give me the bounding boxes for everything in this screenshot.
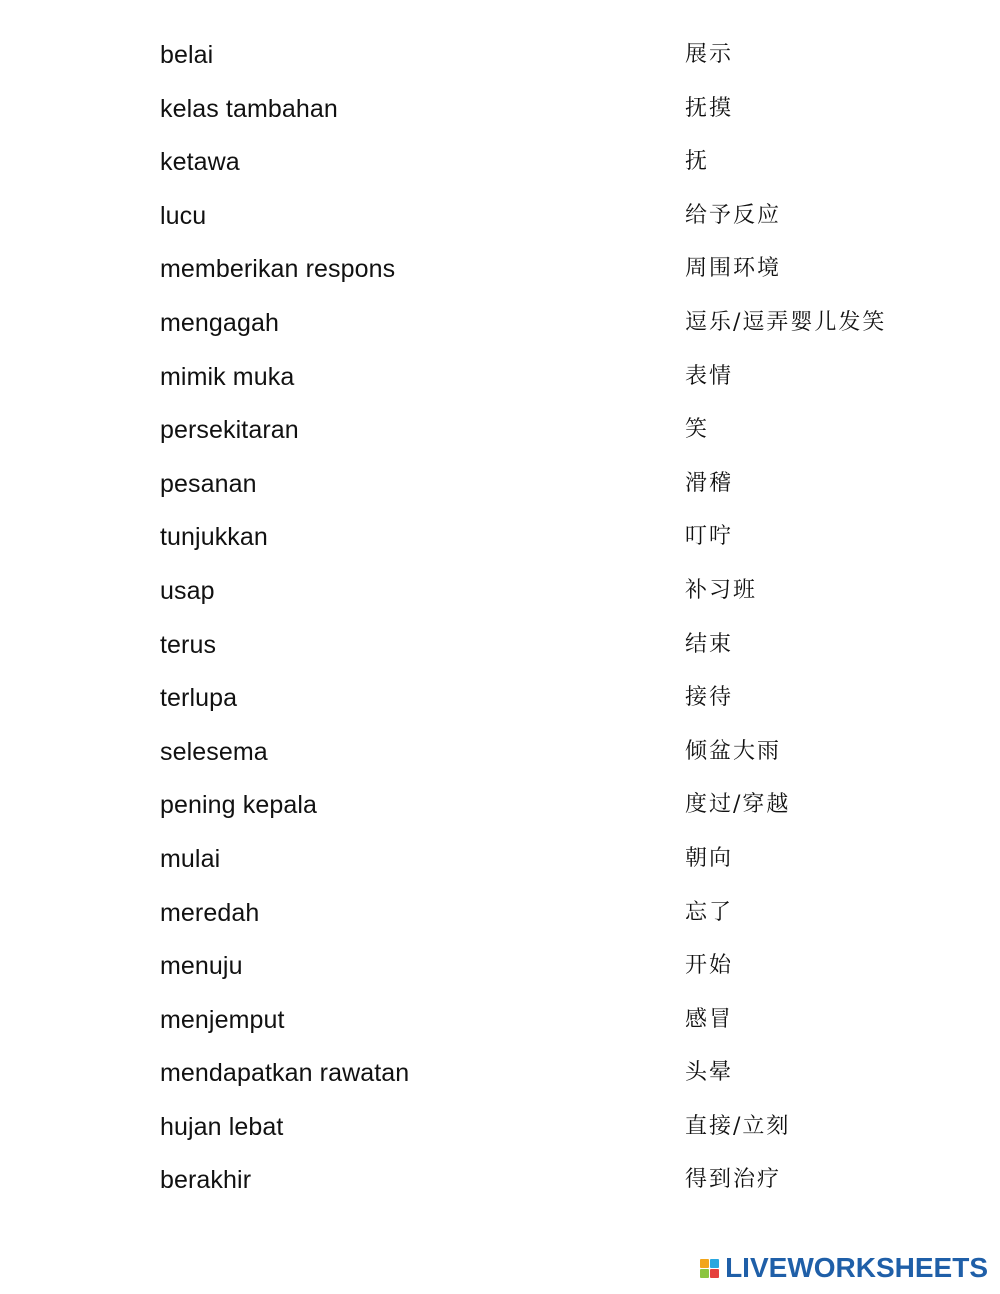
logo-square-icon bbox=[710, 1259, 719, 1268]
vocabulary-row bbox=[0, 243, 1000, 297]
vocabulary-row bbox=[0, 1047, 1000, 1101]
malay-word: tunjukkan bbox=[160, 523, 268, 552]
malay-word: selesema bbox=[160, 737, 268, 766]
chinese-word: 接待 bbox=[685, 685, 734, 711]
malay-word: menjemput bbox=[160, 1005, 285, 1034]
vocabulary-row bbox=[0, 404, 1000, 458]
logo-square-icon bbox=[700, 1259, 709, 1268]
logo-square-icon bbox=[710, 1269, 719, 1278]
vocabulary-row bbox=[0, 779, 1000, 833]
vocabulary-row bbox=[0, 994, 1000, 1048]
chinese-word: 开始 bbox=[685, 953, 734, 979]
vocabulary-row bbox=[0, 190, 1000, 244]
malay-word: mendapatkan rawatan bbox=[160, 1059, 410, 1088]
chinese-word: 朝向 bbox=[685, 845, 734, 871]
vocabulary-row bbox=[0, 1154, 1000, 1208]
malay-word: pesanan bbox=[160, 469, 257, 498]
vocabulary-row bbox=[0, 565, 1000, 619]
malay-word: kelas tambahan bbox=[160, 94, 338, 123]
chinese-word: 度过/穿越 bbox=[685, 792, 791, 818]
vocabulary-row bbox=[0, 136, 1000, 190]
malay-word: berakhir bbox=[160, 1166, 252, 1195]
chinese-word: 周围环境 bbox=[685, 256, 782, 282]
malay-word: usap bbox=[160, 576, 215, 605]
malay-word: lucu bbox=[160, 201, 207, 230]
chinese-word: 逗乐/逗弄婴儿发笑 bbox=[685, 309, 887, 335]
vocabulary-row bbox=[0, 672, 1000, 726]
vocabulary-row bbox=[0, 297, 1000, 351]
chinese-word: 得到治疗 bbox=[685, 1167, 782, 1193]
malay-word: meredah bbox=[160, 898, 260, 927]
chinese-word: 展示 bbox=[685, 42, 734, 67]
chinese-word: 滑稽 bbox=[685, 470, 734, 496]
malay-word: persekitaran bbox=[160, 416, 299, 445]
chinese-word: 倾盆大雨 bbox=[685, 738, 782, 764]
malay-word: menuju bbox=[160, 952, 243, 981]
malay-word: memberikan respons bbox=[160, 255, 396, 284]
vocabulary-row bbox=[0, 83, 1000, 137]
chinese-word: 抚摸 bbox=[685, 95, 734, 121]
malay-word: pening kepala bbox=[160, 791, 317, 820]
malay-word: terlupa bbox=[160, 684, 238, 713]
liveworksheets-logo bbox=[700, 1252, 988, 1284]
chinese-word: 抚 bbox=[685, 149, 710, 175]
malay-word: ketawa bbox=[160, 148, 240, 177]
chinese-word: 叮咛 bbox=[685, 524, 734, 550]
vocabulary-row bbox=[0, 940, 1000, 994]
malay-word: belai bbox=[160, 41, 214, 69]
vocabulary-row bbox=[0, 619, 1000, 673]
vocabulary-row bbox=[0, 887, 1000, 941]
vocabulary-row bbox=[0, 511, 1000, 565]
malay-word: mimik muka bbox=[160, 362, 295, 391]
malay-word: mengagah bbox=[160, 308, 279, 337]
logo-text: LIVEWORKSHEETS bbox=[725, 1252, 988, 1283]
chinese-word: 头晕 bbox=[685, 1060, 734, 1086]
chinese-word: 感冒 bbox=[685, 1006, 734, 1032]
liveworksheets-logo-icon bbox=[700, 1259, 719, 1278]
vocabulary-row bbox=[0, 833, 1000, 887]
vocabulary-list bbox=[0, 29, 1000, 1208]
chinese-word: 忘了 bbox=[685, 899, 734, 925]
vocabulary-row bbox=[0, 351, 1000, 405]
vocabulary-row bbox=[0, 29, 1000, 83]
malay-word: mulai bbox=[160, 844, 221, 873]
chinese-word: 结束 bbox=[685, 631, 734, 657]
malay-word: hujan lebat bbox=[160, 1112, 284, 1141]
vocabulary-row bbox=[0, 458, 1000, 512]
chinese-word: 给予反应 bbox=[685, 202, 782, 228]
vocabulary-row bbox=[0, 1101, 1000, 1155]
malay-word: terus bbox=[160, 630, 217, 659]
vocabulary-row bbox=[0, 726, 1000, 780]
logo-square-icon bbox=[700, 1269, 709, 1278]
chinese-word: 补习班 bbox=[685, 577, 758, 603]
chinese-word: 直接/立刻 bbox=[685, 1113, 791, 1139]
chinese-word: 表情 bbox=[685, 363, 734, 389]
chinese-word: 笑 bbox=[685, 417, 710, 443]
